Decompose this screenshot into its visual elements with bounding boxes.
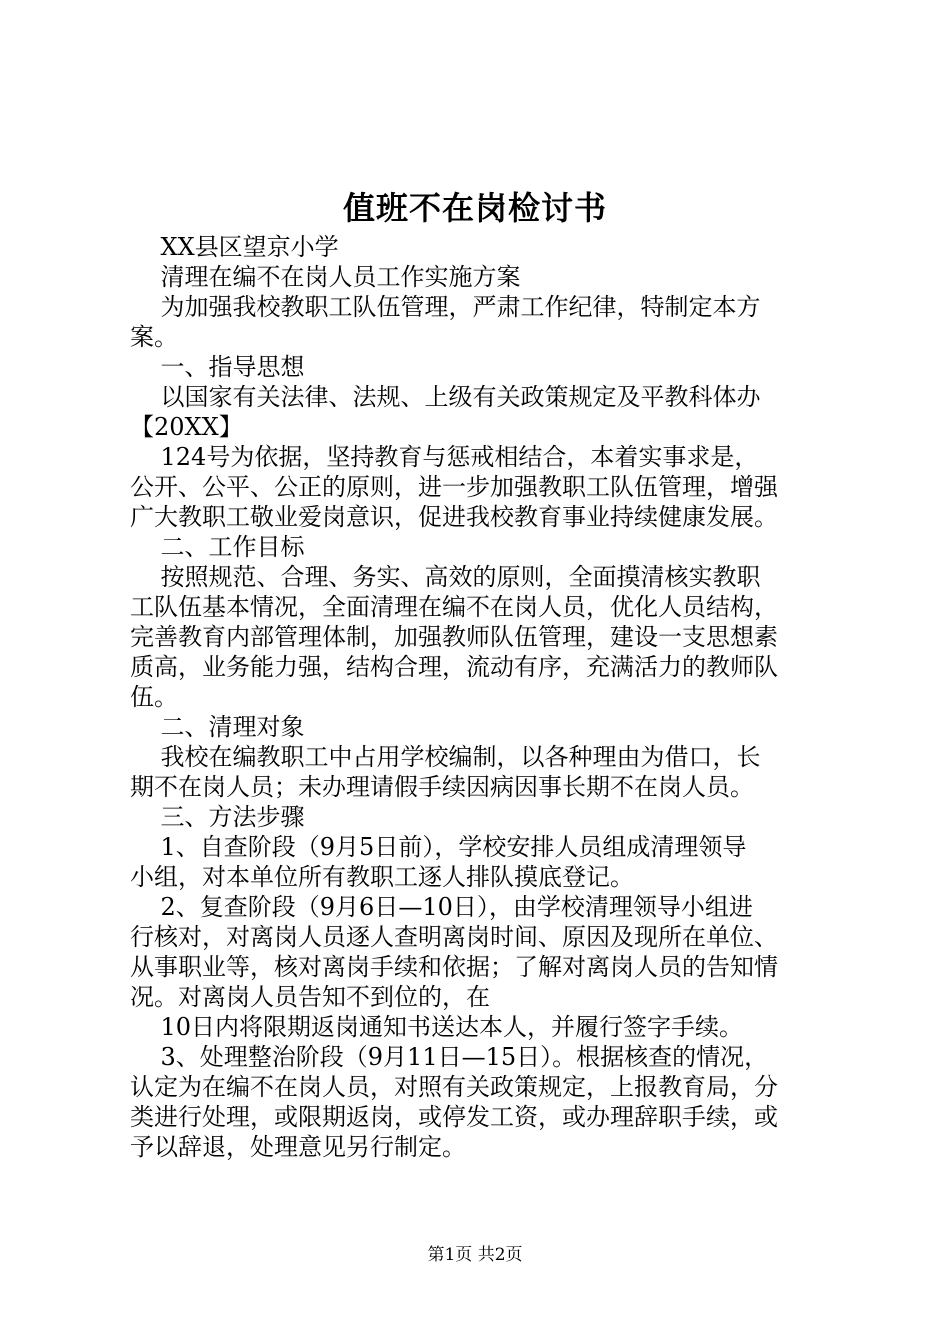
body-line: 清理在编不在岗人员工作实施方案: [130, 263, 521, 291]
body-line: 予以辞退，处理意见另行制定。: [130, 1133, 466, 1161]
document-title: 值班不在岗检讨书: [342, 189, 607, 227]
body-line: 124号为依据，坚持教育与惩戒相结合，本着实事求是，: [130, 443, 759, 471]
body-line: 质高，业务能力强，结构合理，流动有序，充满活力的教师队: [130, 653, 778, 681]
body-line: 10日内将限期返岗通知书送达本人，并履行签字手续。: [130, 1013, 744, 1041]
body-line: 工队伍基本情况，全面清理在编不在岗人员，优化人员结构，: [130, 593, 778, 621]
body-line: 小组，对本单位所有教职工逐人排队摸底登记。: [130, 863, 634, 891]
body-line: 完善教育内部管理体制，加强教师队伍管理，建设一支思想素: [130, 623, 778, 651]
body-line: 以国家有关法律、法规、上级有关政策规定及平教科体办: [130, 383, 761, 411]
body-line: 2、复查阶段（9月6日—10日），由学校清理领导小组进: [130, 893, 753, 921]
body-line: 我校在编教职工中占用学校编制，以各种理由为借口，长: [130, 743, 761, 771]
body-line: 认定为在编不在岗人员，对照有关政策规定，上报教育局，分: [130, 1073, 778, 1101]
body-line: 二、清理对象: [130, 713, 305, 741]
body-line: 二、工作目标: [130, 533, 305, 561]
body-line: 类进行处理，或限期返岗，或停发工资，或办理辞职手续，或: [130, 1103, 778, 1131]
body-line: 1、自查阶段（9月5日前），学校安排人员组成清理领导: [130, 833, 747, 861]
body-line: 为加强我校教职工队伍管理，严肃工作纪律，特制定本方: [130, 293, 761, 321]
body-line: 行核对，对离岗人员逐人查明离岗时间、原因及现所在单位、: [130, 923, 778, 951]
body-line: 3、处理整治阶段（9月11日—15日）。根据核查的情况，: [130, 1043, 769, 1071]
document-body: [130, 232, 842, 1162]
body-line: XX县区望京小学: [130, 233, 339, 261]
body-line: 期不在岗人员；未办理请假手续因病因事长期不在岗人员。: [130, 773, 754, 801]
body-line: 案。: [130, 323, 178, 351]
body-line: 一、指导思想: [130, 353, 305, 381]
page-number-footer: 第1页 共2页: [427, 1245, 523, 1265]
body-line: 按照规范、合理、务实、高效的原则，全面摸清核实教职: [130, 563, 761, 591]
body-line: 三、方法步骤: [130, 803, 305, 831]
body-line: 况。对离岗人员告知不到位的，在: [130, 983, 490, 1011]
body-line: 公开、公平、公正的原则，进一步加强教职工队伍管理，增强: [130, 473, 778, 501]
body-line: 【20XX】: [130, 413, 243, 441]
body-line: 从事职业等，核对离岗手续和依据；了解对离岗人员的告知情: [130, 953, 778, 981]
body-line: 伍。: [130, 683, 178, 711]
body-line: 广大教职工敬业爱岗意识，促进我校教育事业持续健康发展。: [130, 503, 778, 531]
